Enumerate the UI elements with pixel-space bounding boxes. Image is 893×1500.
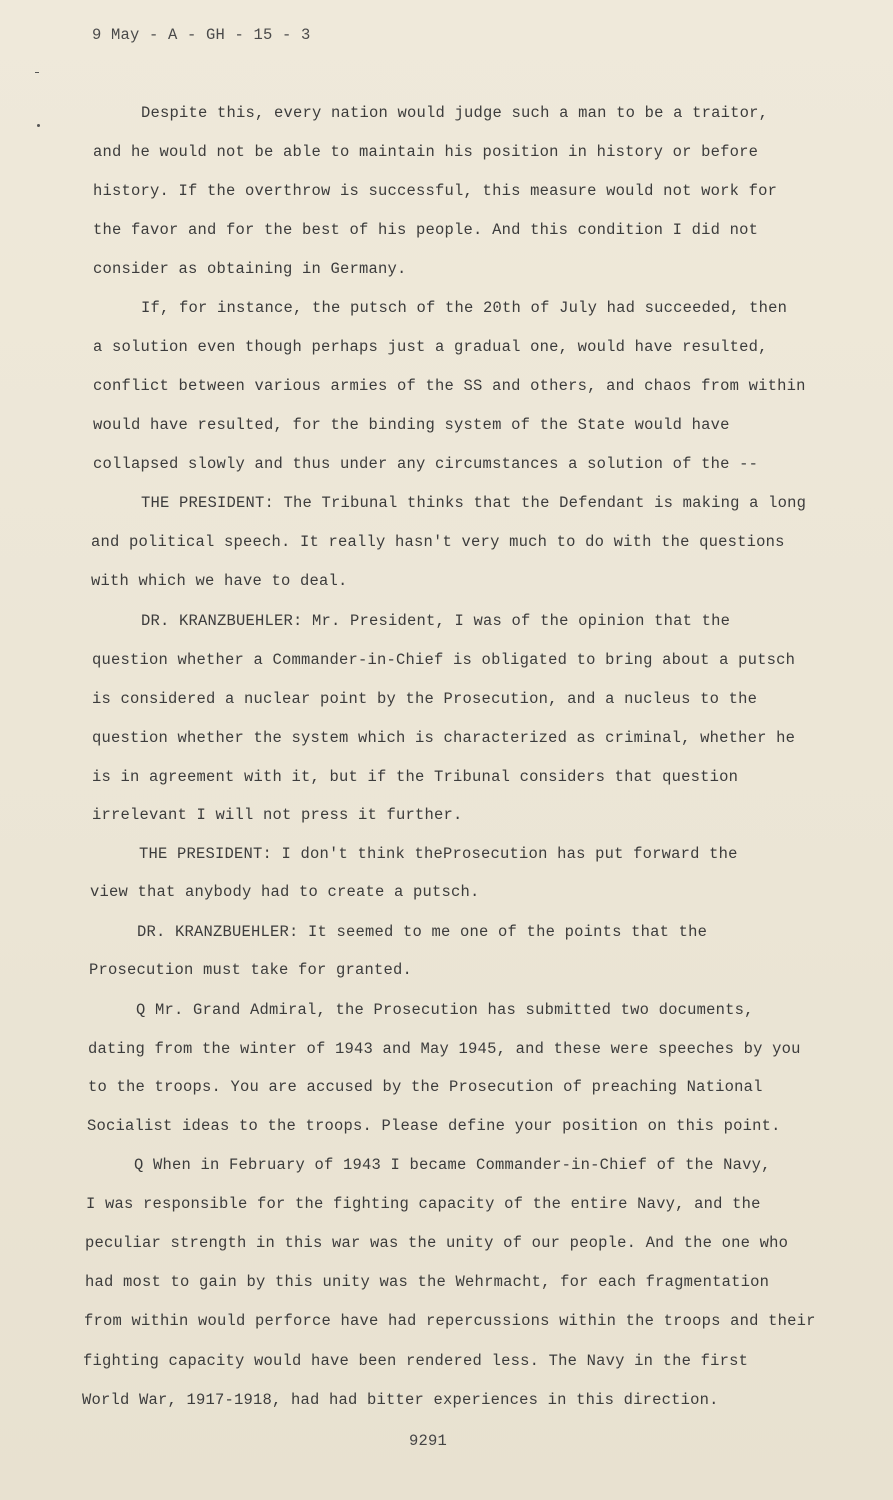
- text-line: and he would not be able to maintain his position in history or before: [93, 143, 759, 161]
- text-line: would have resulted, for the binding system of the State would have: [93, 416, 730, 434]
- text-line: dating from the winter of 1943 and May 1945, and these were speeches by you: [88, 1040, 801, 1058]
- text-line: from within would perforce have had repercussions within the troops and their: [84, 1312, 816, 1330]
- text-line: question whether a Commander-in-Chief is obligated to bring about a putsch: [92, 651, 796, 669]
- text-line: DR. KRANZBUEHLER: Mr. President, I was of the opinion that the: [141, 612, 731, 630]
- text-line: the favor and for the best of his people. And this condition I did not: [93, 221, 759, 239]
- text-line: collapsed slowly and thus under any circumstances a solution of the --: [93, 455, 759, 473]
- page-header: 9 May - A - GH - 15 - 3: [92, 26, 311, 44]
- text-line: history. If the overthrow is successful, this measure would not work for: [93, 182, 778, 200]
- text-line: If, for instance, the putsch of the 20th of July had succeeded, then: [141, 299, 788, 317]
- text-line: consider as obtaining in Germany.: [93, 260, 407, 278]
- text-line: question whether the system which is characterized as criminal, whether he: [92, 729, 796, 747]
- text-line: I was responsible for the fighting capacity of the entire Navy, and the: [86, 1195, 761, 1213]
- text-line: THE PRESIDENT: The Tribunal thinks that the Defendant is making a long: [141, 494, 807, 512]
- text-line: Q Mr. Grand Admiral, the Prosecution has submitted two documents,: [136, 1001, 754, 1019]
- text-line: Despite this, every nation would judge such a man to be a traitor,: [141, 104, 769, 122]
- margin-dot: [37, 124, 40, 127]
- text-line: irrelevant I will not press it further.: [92, 806, 463, 824]
- text-line: is in agreement with it, but if the Tribunal considers that question: [92, 768, 739, 786]
- text-line: had most to gain by this unity was the Wehrmacht, for each fragmentation: [85, 1273, 770, 1291]
- text-line: Socialist ideas to the troops. Please define your position on this point.: [87, 1117, 781, 1135]
- text-line: is considered a nuclear point by the Prosecution, and a nucleus to the: [92, 690, 758, 708]
- text-line: Prosecution must take for granted.: [89, 961, 413, 979]
- text-line: a solution even though perhaps just a gradual one, would have resulted,: [93, 338, 768, 356]
- text-line: with which we have to deal.: [91, 572, 348, 590]
- text-line: view that anybody had to create a putsch.: [90, 883, 480, 901]
- text-line: peculiar strength in this war was the unity of our people. And the one who: [85, 1234, 789, 1252]
- text-line: to the troops. You are accused by the Prosecution of preaching National: [88, 1078, 763, 1096]
- margin-tick: [35, 72, 39, 73]
- text-line: DR. KRANZBUEHLER: It seemed to me one of the points that the: [137, 923, 708, 941]
- text-line: fighting capacity would have been rendered less. The Navy in the first: [83, 1352, 749, 1370]
- text-line: conflict between various armies of the SS and others, and chaos from within: [93, 377, 806, 395]
- text-line: THE PRESIDENT: I don't think theProsecution has put forward the: [139, 845, 738, 863]
- text-line: Q When in February of 1943 I became Commander-in-Chief of the Navy,: [134, 1156, 771, 1174]
- text-line: World War, 1917-1918, had had bitter experiences in this direction.: [82, 1391, 719, 1409]
- text-line: and political speech. It really hasn't very much to do with the questions: [91, 533, 785, 551]
- page-number: 9291: [409, 1432, 448, 1450]
